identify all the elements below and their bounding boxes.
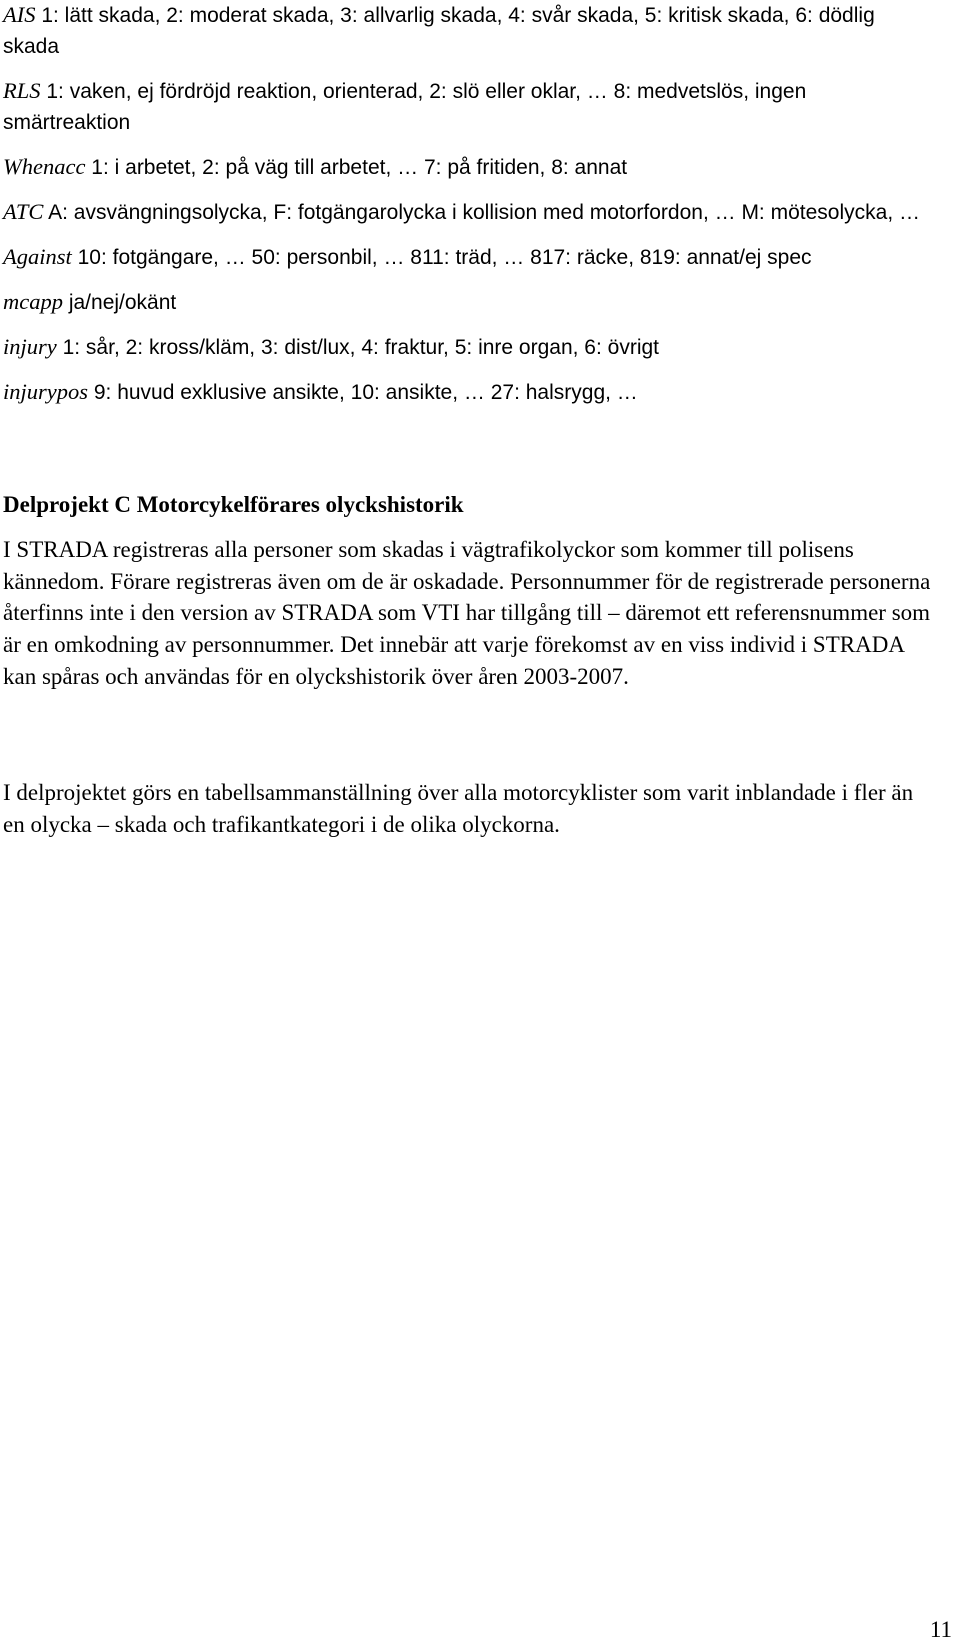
definition-whenacc [3, 152, 933, 183]
definition-injurypos [3, 377, 933, 408]
definition-text: 1: sår, 2: kross/kläm, 3: dist/lux, 4: fraktur, 5: inre organ, 6: övrigt [56, 336, 660, 359]
definition-term: Against [3, 244, 72, 269]
definition-term: injury [3, 334, 57, 359]
definition-rls [3, 76, 933, 138]
body-paragraph: I delprojektet görs en tabellsammanställning över alla motorcyklister som varit inblandade i fler än en olycka – skada och trafikantkategori i de olika olyckorna. [3, 780, 914, 837]
variable-definitions [3, 0, 933, 422]
definition-text: A: avsvängningsolycka, F: fotgängarolycka i kollision med motorfordon, … M: mötesolycka, … [43, 201, 920, 224]
definition-term: AIS [3, 2, 36, 27]
definition-atc [3, 197, 933, 228]
body-paragraph: I STRADA registreras alla personer som skadas i vägtrafikolyckor som kommer till polisens kännedom. Förare registreras även om de är oskadade. Personnummer för de registrerade personerna återfinns inte i den version av STRADA som VTI har tillgång till – däremot ett referensnummer som är en omkodning av personnummer. Det innebär att varje förekomst av en viss individ i STRADA kan spåras och användas för en olyckshistorik över åren 2003-2007. [3, 537, 931, 689]
definition-term: mcapp [3, 289, 63, 314]
definition-text: ja/nej/okänt [63, 291, 177, 314]
definition-term: RLS [3, 78, 41, 103]
definition-text: 1: lätt skada, 2: moderat skada, 3: allvarlig skada, 4: svår skada, 5: kritisk skada, 6: dödlig skada [3, 4, 875, 58]
definition-term: ATC [3, 199, 44, 224]
page-number: 11 [929, 1617, 952, 1642]
definition-against [3, 242, 933, 273]
definition-text: 9: huvud exklusive ansikte, 10: ansikte, … 27: halsrygg, … [88, 381, 638, 404]
definition-term: injurypos [3, 379, 89, 404]
definition-injury [3, 332, 933, 363]
definition-term: Whenacc [3, 154, 86, 179]
definition-text: 10: fotgängare, … 50: personbil, … 811: träd, … 817: räcke, 819: annat/ej spec [71, 246, 812, 269]
definition-text: 1: i arbetet, 2: på väg till arbetet, … 7: på fritiden, 8: annat [85, 156, 628, 179]
definition-mcapp [3, 287, 933, 318]
section-heading: Delprojekt C Motorcykelförares olyckshistorik [3, 492, 464, 517]
definition-text: 1: vaken, ej fördröjd reaktion, orienterad, 2: slö eller oklar, … 8: medvetslös, ingen smärtreaktion [3, 80, 807, 134]
definition-ais [3, 0, 933, 62]
